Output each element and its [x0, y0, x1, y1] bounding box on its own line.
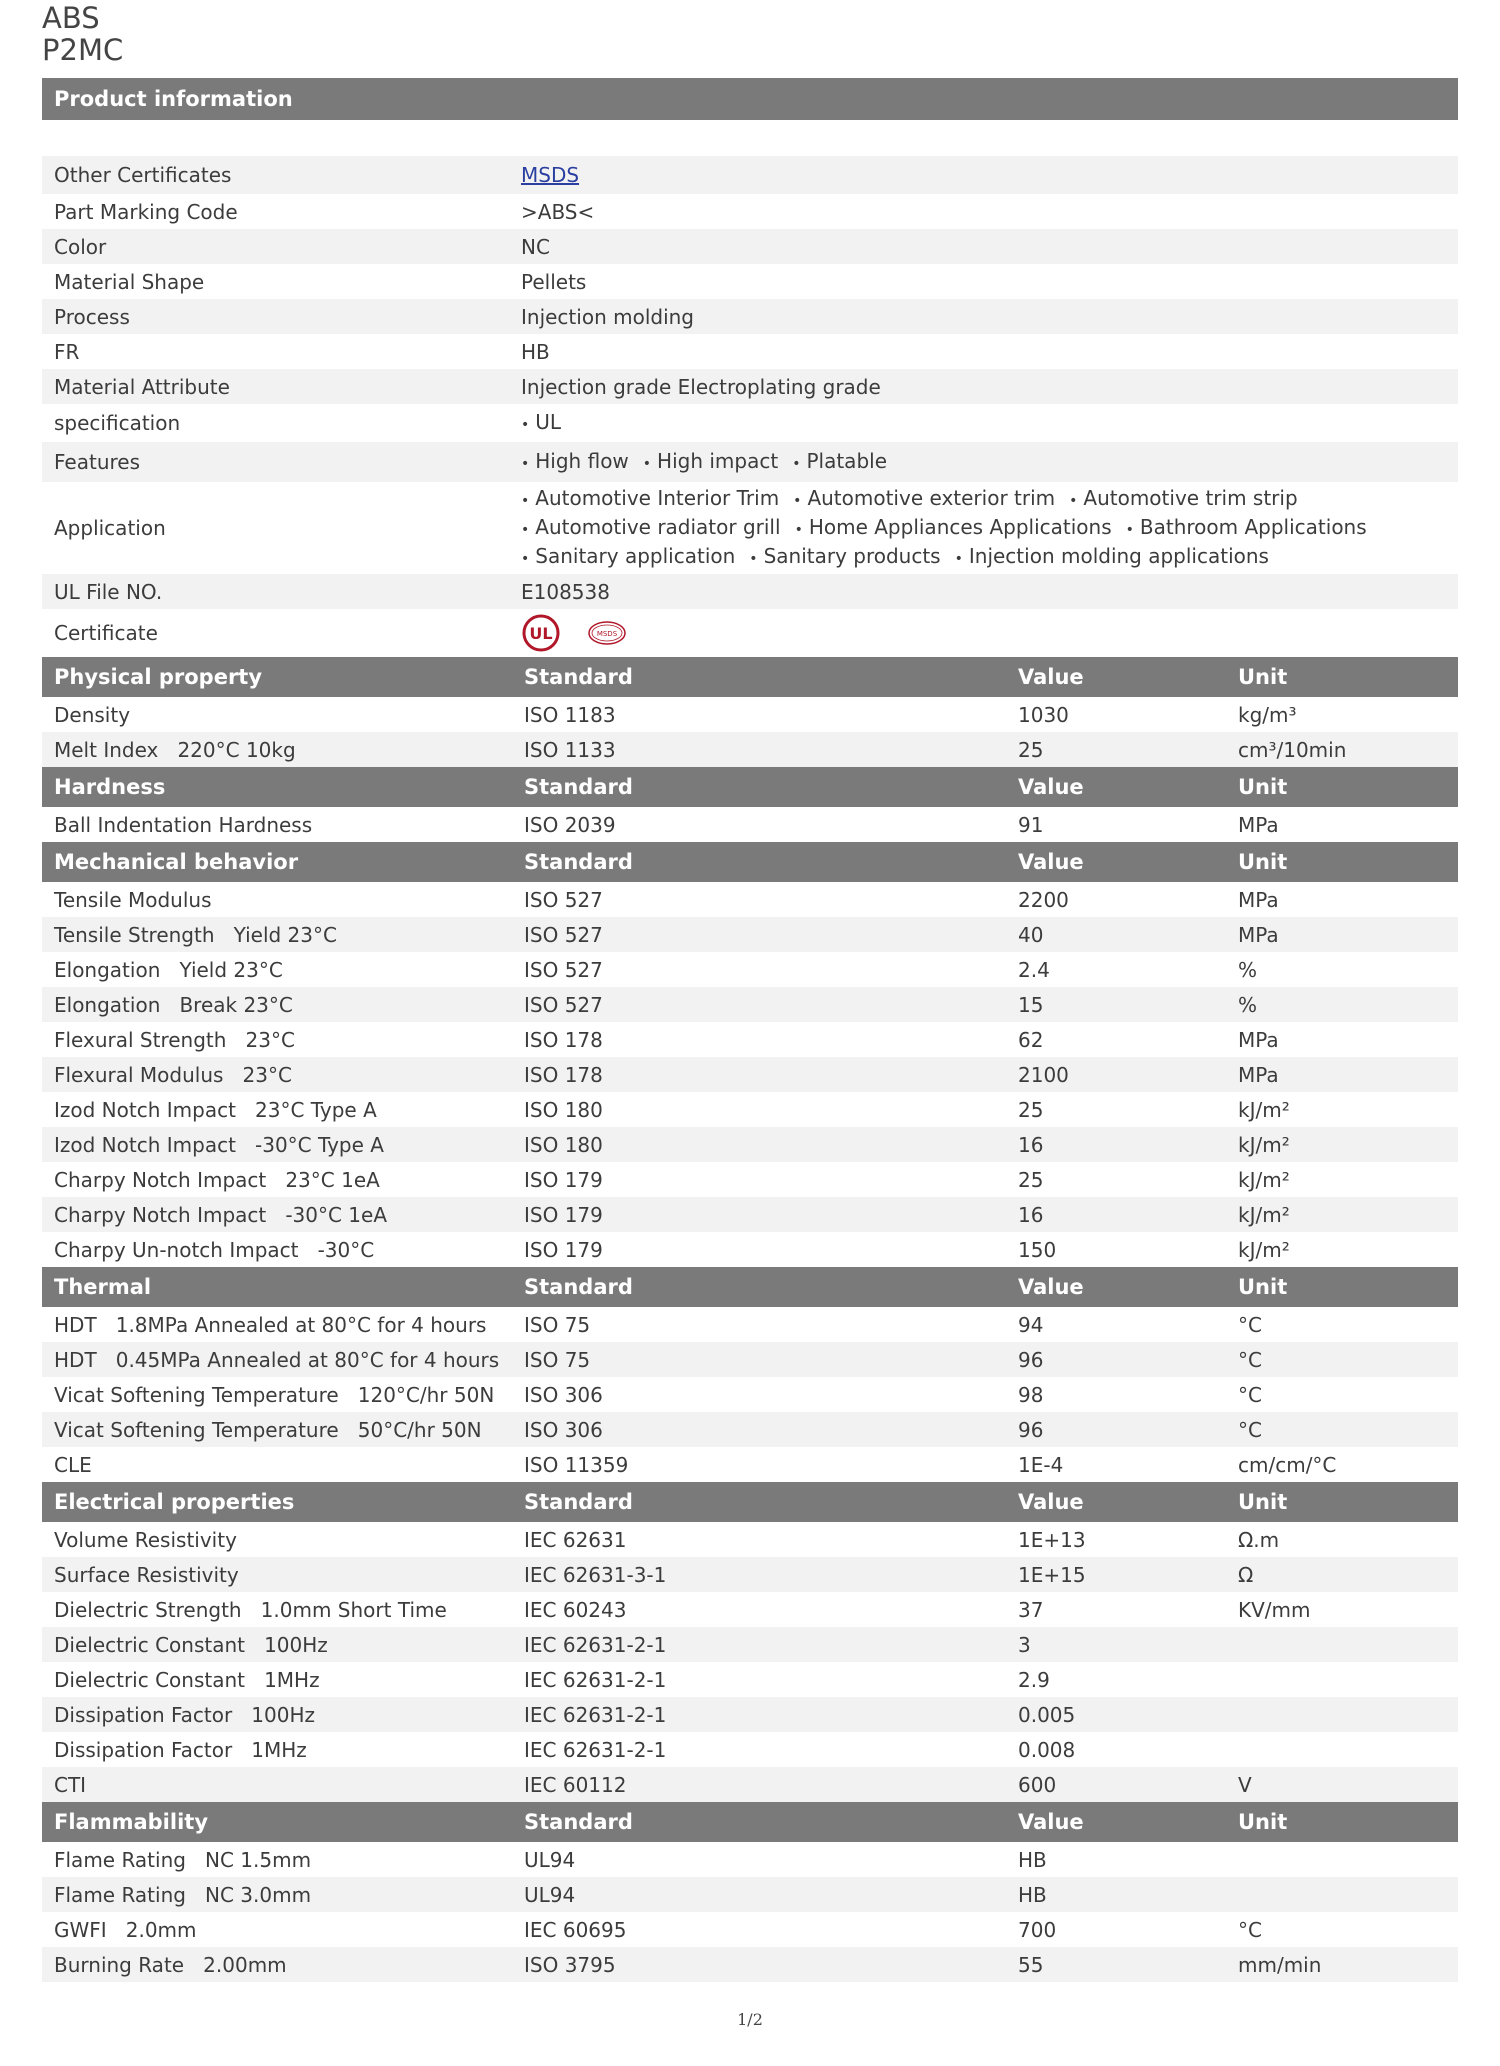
- property-standard: ISO 3795: [524, 1952, 616, 1977]
- property-unit: °C: [1238, 1417, 1262, 1442]
- info-label: Material Shape: [54, 269, 205, 294]
- property-name: Charpy Un-notch Impact -30°C: [54, 1237, 375, 1262]
- standard-heading: Standard: [524, 1810, 633, 1834]
- property-row: [42, 1092, 1458, 1127]
- info-label: Process: [54, 304, 130, 329]
- product-info-header: Product information: [42, 78, 1458, 120]
- property-row: [42, 1307, 1458, 1342]
- property-name: Tensile Strength Yield 23°C: [54, 922, 337, 947]
- ul-icon-text: UL: [529, 624, 553, 643]
- unit-heading: Unit: [1238, 1810, 1288, 1834]
- property-standard: ISO 1183: [524, 702, 616, 727]
- property-value: 1E+13: [1018, 1527, 1086, 1552]
- value-heading: Value: [1018, 850, 1084, 874]
- bullet-item: • UL: [521, 409, 561, 438]
- property-name: Ball Indentation Hardness: [54, 812, 313, 837]
- property-row: [42, 952, 1458, 987]
- info-value-text: >ABS<: [521, 199, 595, 224]
- property-name: Dielectric Constant 1MHz: [54, 1667, 320, 1692]
- info-row: [42, 369, 1458, 404]
- info-value: [521, 163, 1458, 187]
- property-row: [42, 1557, 1458, 1592]
- property-value: 96: [1018, 1417, 1044, 1442]
- info-value-text: Pellets: [521, 269, 587, 294]
- property-row: [42, 697, 1458, 732]
- property-unit: kJ/m²: [1238, 1097, 1290, 1122]
- info-row: [42, 264, 1458, 299]
- msds-icon-text: MSDS: [596, 630, 618, 638]
- standard-heading: Standard: [524, 775, 633, 799]
- property-unit: °C: [1238, 1312, 1262, 1337]
- unit-heading: Unit: [1238, 850, 1288, 874]
- datasheet: [42, 0, 1458, 1982]
- property-unit: kJ/m²: [1238, 1167, 1290, 1192]
- property-name: Density: [54, 702, 131, 727]
- property-value: HB: [1018, 1882, 1047, 1907]
- property-standard: ISO 306: [524, 1382, 603, 1407]
- property-value: 40: [1018, 922, 1044, 947]
- property-row: [42, 1447, 1458, 1482]
- property-row: [42, 1947, 1458, 1982]
- property-standard: ISO 180: [524, 1132, 603, 1157]
- section-header: [42, 1802, 1458, 1842]
- value-heading: Value: [1018, 1275, 1084, 1299]
- bullet-line: [521, 485, 1458, 514]
- property-value: 25: [1018, 1097, 1044, 1122]
- property-name: Vicat Softening Temperature 50°C/hr 50N: [54, 1417, 482, 1442]
- property-unit: MPa: [1238, 887, 1279, 912]
- property-standard: ISO 11359: [524, 1452, 629, 1477]
- bullet-item: • Injection molding applications: [955, 543, 1269, 572]
- product-info-table: [42, 156, 1458, 657]
- property-name: Burning Rate 2.00mm: [54, 1952, 287, 1977]
- property-name: HDT 1.8MPa Annealed at 80°C for 4 hours: [54, 1312, 487, 1337]
- info-value-text: Injection grade Electroplating grade: [521, 374, 881, 399]
- info-label: Color: [54, 234, 107, 259]
- property-row: [42, 1022, 1458, 1057]
- property-row: [42, 1162, 1458, 1197]
- info-label: Features: [54, 450, 140, 474]
- property-unit: MPa: [1238, 1027, 1279, 1052]
- bullet-item: • Sanitary products: [749, 543, 940, 572]
- certificate-icons: [521, 613, 1458, 653]
- property-value: 2.9: [1018, 1667, 1050, 1692]
- bullet-item: • Bathroom Applications: [1126, 514, 1367, 543]
- property-name: Tensile Modulus: [54, 887, 212, 912]
- property-standard: IEC 60695: [524, 1917, 627, 1942]
- property-value: 3: [1018, 1632, 1031, 1657]
- property-value: 55: [1018, 1952, 1044, 1977]
- info-row: [42, 442, 1458, 482]
- property-value: 16: [1018, 1202, 1044, 1227]
- info-value-text: NC: [521, 234, 550, 259]
- bullet-line: [521, 543, 1458, 572]
- property-row: [42, 1732, 1458, 1767]
- info-value: [521, 270, 1458, 294]
- bullet-item: • High flow: [521, 448, 629, 477]
- property-standard: IEC 62631-3-1: [524, 1562, 667, 1587]
- property-row: [42, 1127, 1458, 1162]
- section-title: Flammability: [54, 1810, 209, 1834]
- section-header: [42, 1267, 1458, 1307]
- property-value: 62: [1018, 1027, 1044, 1052]
- property-value: 96: [1018, 1347, 1044, 1372]
- bullet-item: • Sanitary application: [521, 543, 735, 572]
- property-value: 98: [1018, 1382, 1044, 1407]
- property-unit: %: [1238, 957, 1258, 982]
- bullet-item: • Home Appliances Applications: [795, 514, 1112, 543]
- info-row: [42, 482, 1458, 574]
- property-value: 25: [1018, 737, 1044, 762]
- info-value: [521, 409, 1458, 438]
- property-name: Melt Index 220°C 10kg: [54, 737, 296, 762]
- property-name: Elongation Yield 23°C: [54, 957, 283, 982]
- value-heading: Value: [1018, 1810, 1084, 1834]
- property-unit: KV/mm: [1238, 1597, 1311, 1622]
- property-row: [42, 1662, 1458, 1697]
- section-header: [42, 767, 1458, 807]
- section-title: Thermal: [54, 1275, 152, 1299]
- info-value-text: E108538: [521, 579, 610, 604]
- property-standard: ISO 527: [524, 992, 603, 1017]
- standard-heading: Standard: [524, 1490, 633, 1514]
- bullet-item: • Automotive radiator grill: [521, 514, 781, 543]
- info-label: Application: [54, 516, 166, 540]
- property-standard: ISO 178: [524, 1062, 603, 1087]
- property-name: CTI: [54, 1772, 87, 1797]
- property-standard: IEC 60243: [524, 1597, 627, 1622]
- property-row: [42, 987, 1458, 1022]
- property-value: 37: [1018, 1597, 1044, 1622]
- property-standard: UL94: [524, 1847, 576, 1872]
- info-value: [521, 200, 1458, 224]
- info-value: [521, 448, 1458, 477]
- property-standard: ISO 180: [524, 1097, 603, 1122]
- property-value: 15: [1018, 992, 1044, 1017]
- standard-heading: Standard: [524, 665, 633, 689]
- property-unit: MPa: [1238, 1062, 1279, 1087]
- info-value: [521, 580, 1458, 604]
- property-unit: cm³/10min: [1238, 737, 1347, 762]
- bullet-item: • Automotive Interior Trim: [521, 485, 779, 514]
- property-value: HB: [1018, 1847, 1047, 1872]
- info-row: [42, 334, 1458, 369]
- property-name: Dissipation Factor 100Hz: [54, 1702, 315, 1727]
- property-name: Flexural Strength 23°C: [54, 1027, 295, 1052]
- property-row: [42, 807, 1458, 842]
- property-name: Elongation Break 23°C: [54, 992, 293, 1017]
- property-unit: kg/m³: [1238, 702, 1297, 727]
- property-unit: kJ/m²: [1238, 1237, 1290, 1262]
- info-value: [521, 235, 1458, 259]
- info-value: [521, 613, 1458, 653]
- property-standard: ISO 179: [524, 1237, 603, 1262]
- section-title: Mechanical behavior: [54, 850, 299, 874]
- property-row: [42, 1197, 1458, 1232]
- property-unit: MPa: [1238, 922, 1279, 947]
- property-name: Flame Rating NC 1.5mm: [54, 1847, 312, 1872]
- unit-heading: Unit: [1238, 775, 1288, 799]
- property-row: [42, 1697, 1458, 1732]
- grade-family: ABS: [42, 1, 100, 35]
- property-standard: IEC 62631-2-1: [524, 1702, 667, 1727]
- property-standard: ISO 178: [524, 1027, 603, 1052]
- page-number: 1/2: [737, 2010, 763, 2029]
- property-standard: ISO 1133: [524, 737, 616, 762]
- info-row: [42, 299, 1458, 334]
- property-value: 600: [1018, 1772, 1057, 1797]
- property-standard: IEC 62631-2-1: [524, 1632, 667, 1657]
- property-unit: %: [1238, 992, 1258, 1017]
- property-value: 0.008: [1018, 1737, 1076, 1762]
- bullet-item: • Platable: [792, 448, 887, 477]
- property-unit: cm/cm/°C: [1238, 1452, 1337, 1477]
- property-unit: kJ/m²: [1238, 1132, 1290, 1157]
- info-row: [42, 156, 1458, 194]
- info-row: [42, 609, 1458, 657]
- property-standard: UL94: [524, 1882, 576, 1907]
- property-standard: ISO 75: [524, 1312, 591, 1337]
- info-value: [521, 340, 1458, 364]
- property-standard: IEC 62631: [524, 1527, 627, 1552]
- info-label: Material Attribute: [54, 374, 230, 399]
- standard-heading: Standard: [524, 850, 633, 874]
- section-header: [42, 1482, 1458, 1522]
- property-row: [42, 1877, 1458, 1912]
- property-unit: kJ/m²: [1238, 1202, 1290, 1227]
- value-heading: Value: [1018, 665, 1084, 689]
- property-name: Charpy Notch Impact -30°C 1eA: [54, 1202, 388, 1227]
- property-row: [42, 1842, 1458, 1877]
- info-value: [521, 375, 1458, 399]
- property-value: 700: [1018, 1917, 1057, 1942]
- property-value: 94: [1018, 1312, 1044, 1337]
- property-value: 2100: [1018, 1062, 1069, 1087]
- property-row: [42, 1767, 1458, 1802]
- msds-certification-icon: [587, 619, 627, 647]
- info-row: [42, 404, 1458, 442]
- property-unit: mm/min: [1238, 1952, 1322, 1977]
- property-standard: ISO 179: [524, 1167, 603, 1192]
- property-name: HDT 0.45MPa Annealed at 80°C for 4 hours: [54, 1347, 500, 1372]
- grade-name: P2MC: [42, 33, 124, 67]
- value-heading: Value: [1018, 1490, 1084, 1514]
- property-row: [42, 1057, 1458, 1092]
- info-label: UL File NO.: [54, 579, 163, 604]
- section-title: Physical property: [54, 665, 263, 689]
- property-name: Dielectric Strength 1.0mm Short Time: [54, 1597, 447, 1622]
- property-standard: ISO 75: [524, 1347, 591, 1372]
- property-name: GWFI 2.0mm: [54, 1917, 197, 1942]
- unit-heading: Unit: [1238, 1275, 1288, 1299]
- standard-heading: Standard: [524, 1275, 633, 1299]
- bullet-line: [521, 448, 1458, 477]
- property-name: Dissipation Factor 1MHz: [54, 1737, 307, 1762]
- property-value: 0.005: [1018, 1702, 1076, 1727]
- property-name: CLE: [54, 1452, 92, 1477]
- property-value: 91: [1018, 812, 1044, 837]
- property-name: Izod Notch Impact -30°C Type A: [54, 1132, 384, 1157]
- section-header: [42, 657, 1458, 697]
- property-name: Volume Resistivity: [54, 1527, 237, 1552]
- property-name: Izod Notch Impact 23°C Type A: [54, 1097, 377, 1122]
- bullet-item: • Automotive trim strip: [1069, 485, 1298, 514]
- info-label: Part Marking Code: [54, 199, 238, 224]
- info-value: [521, 485, 1458, 572]
- property-unit: °C: [1238, 1917, 1262, 1942]
- property-row: [42, 1342, 1458, 1377]
- bullet-item: • Automotive exterior trim: [793, 485, 1055, 514]
- info-value-text: HB: [521, 339, 550, 364]
- property-row: [42, 1627, 1458, 1662]
- property-unit: MPa: [1238, 812, 1279, 837]
- property-name: Charpy Notch Impact 23°C 1eA: [54, 1167, 380, 1192]
- property-row: [42, 1912, 1458, 1947]
- property-standard: ISO 527: [524, 887, 603, 912]
- property-unit: Ω: [1238, 1562, 1254, 1587]
- property-value: 1E-4: [1018, 1452, 1064, 1477]
- property-standard: ISO 179: [524, 1202, 603, 1227]
- property-row: [42, 1592, 1458, 1627]
- property-value: 150: [1018, 1237, 1057, 1262]
- section-title: Hardness: [54, 775, 166, 799]
- property-value: 2.4: [1018, 957, 1050, 982]
- property-row: [42, 1377, 1458, 1412]
- value-heading: Value: [1018, 775, 1084, 799]
- ul-certification-icon: [521, 613, 561, 653]
- property-value: 16: [1018, 1132, 1044, 1157]
- property-standard: ISO 527: [524, 922, 603, 947]
- unit-heading: Unit: [1238, 665, 1288, 689]
- property-standard: ISO 306: [524, 1417, 603, 1442]
- property-standard: IEC 62631-2-1: [524, 1667, 667, 1692]
- bullet-item: • High impact: [643, 448, 778, 477]
- property-value: 1030: [1018, 702, 1069, 727]
- info-value-text: Injection molding: [521, 304, 694, 329]
- property-row: [42, 1232, 1458, 1267]
- property-standard: IEC 60112: [524, 1772, 627, 1797]
- info-row: [42, 194, 1458, 229]
- property-standard: ISO 2039: [524, 812, 616, 837]
- property-standard: IEC 62631-2-1: [524, 1737, 667, 1762]
- bullet-line: [521, 514, 1458, 543]
- unit-heading: Unit: [1238, 1490, 1288, 1514]
- section-header: [42, 842, 1458, 882]
- property-row: [42, 732, 1458, 767]
- property-value: 2200: [1018, 887, 1069, 912]
- property-row: [42, 1412, 1458, 1447]
- property-unit: Ω.m: [1238, 1527, 1280, 1552]
- property-name: Surface Resistivity: [54, 1562, 239, 1587]
- property-name: Flame Rating NC 3.0mm: [54, 1882, 312, 1907]
- property-value: 1E+15: [1018, 1562, 1086, 1587]
- info-row: [42, 229, 1458, 264]
- bullet-line: [521, 409, 1458, 438]
- info-value: [521, 305, 1458, 329]
- property-name: Flexural Modulus 23°C: [54, 1062, 292, 1087]
- info-label: specification: [54, 411, 181, 435]
- property-tables: [42, 657, 1458, 1982]
- property-standard: ISO 527: [524, 957, 603, 982]
- msds-link[interactable]: MSDS: [521, 163, 580, 187]
- property-unit: °C: [1238, 1382, 1262, 1407]
- info-row: [42, 574, 1458, 609]
- property-name: Vicat Softening Temperature 120°C/hr 50N: [54, 1382, 495, 1407]
- property-unit: V: [1238, 1772, 1252, 1797]
- info-label: FR: [54, 339, 80, 364]
- property-unit: °C: [1238, 1347, 1262, 1372]
- property-row: [42, 917, 1458, 952]
- property-row: [42, 1522, 1458, 1557]
- info-label: Certificate: [54, 621, 158, 645]
- info-label: Other Certificates: [54, 163, 232, 187]
- section-title: Electrical properties: [54, 1490, 295, 1514]
- property-name: Dielectric Constant 100Hz: [54, 1632, 328, 1657]
- property-row: [42, 882, 1458, 917]
- property-value: 25: [1018, 1167, 1044, 1192]
